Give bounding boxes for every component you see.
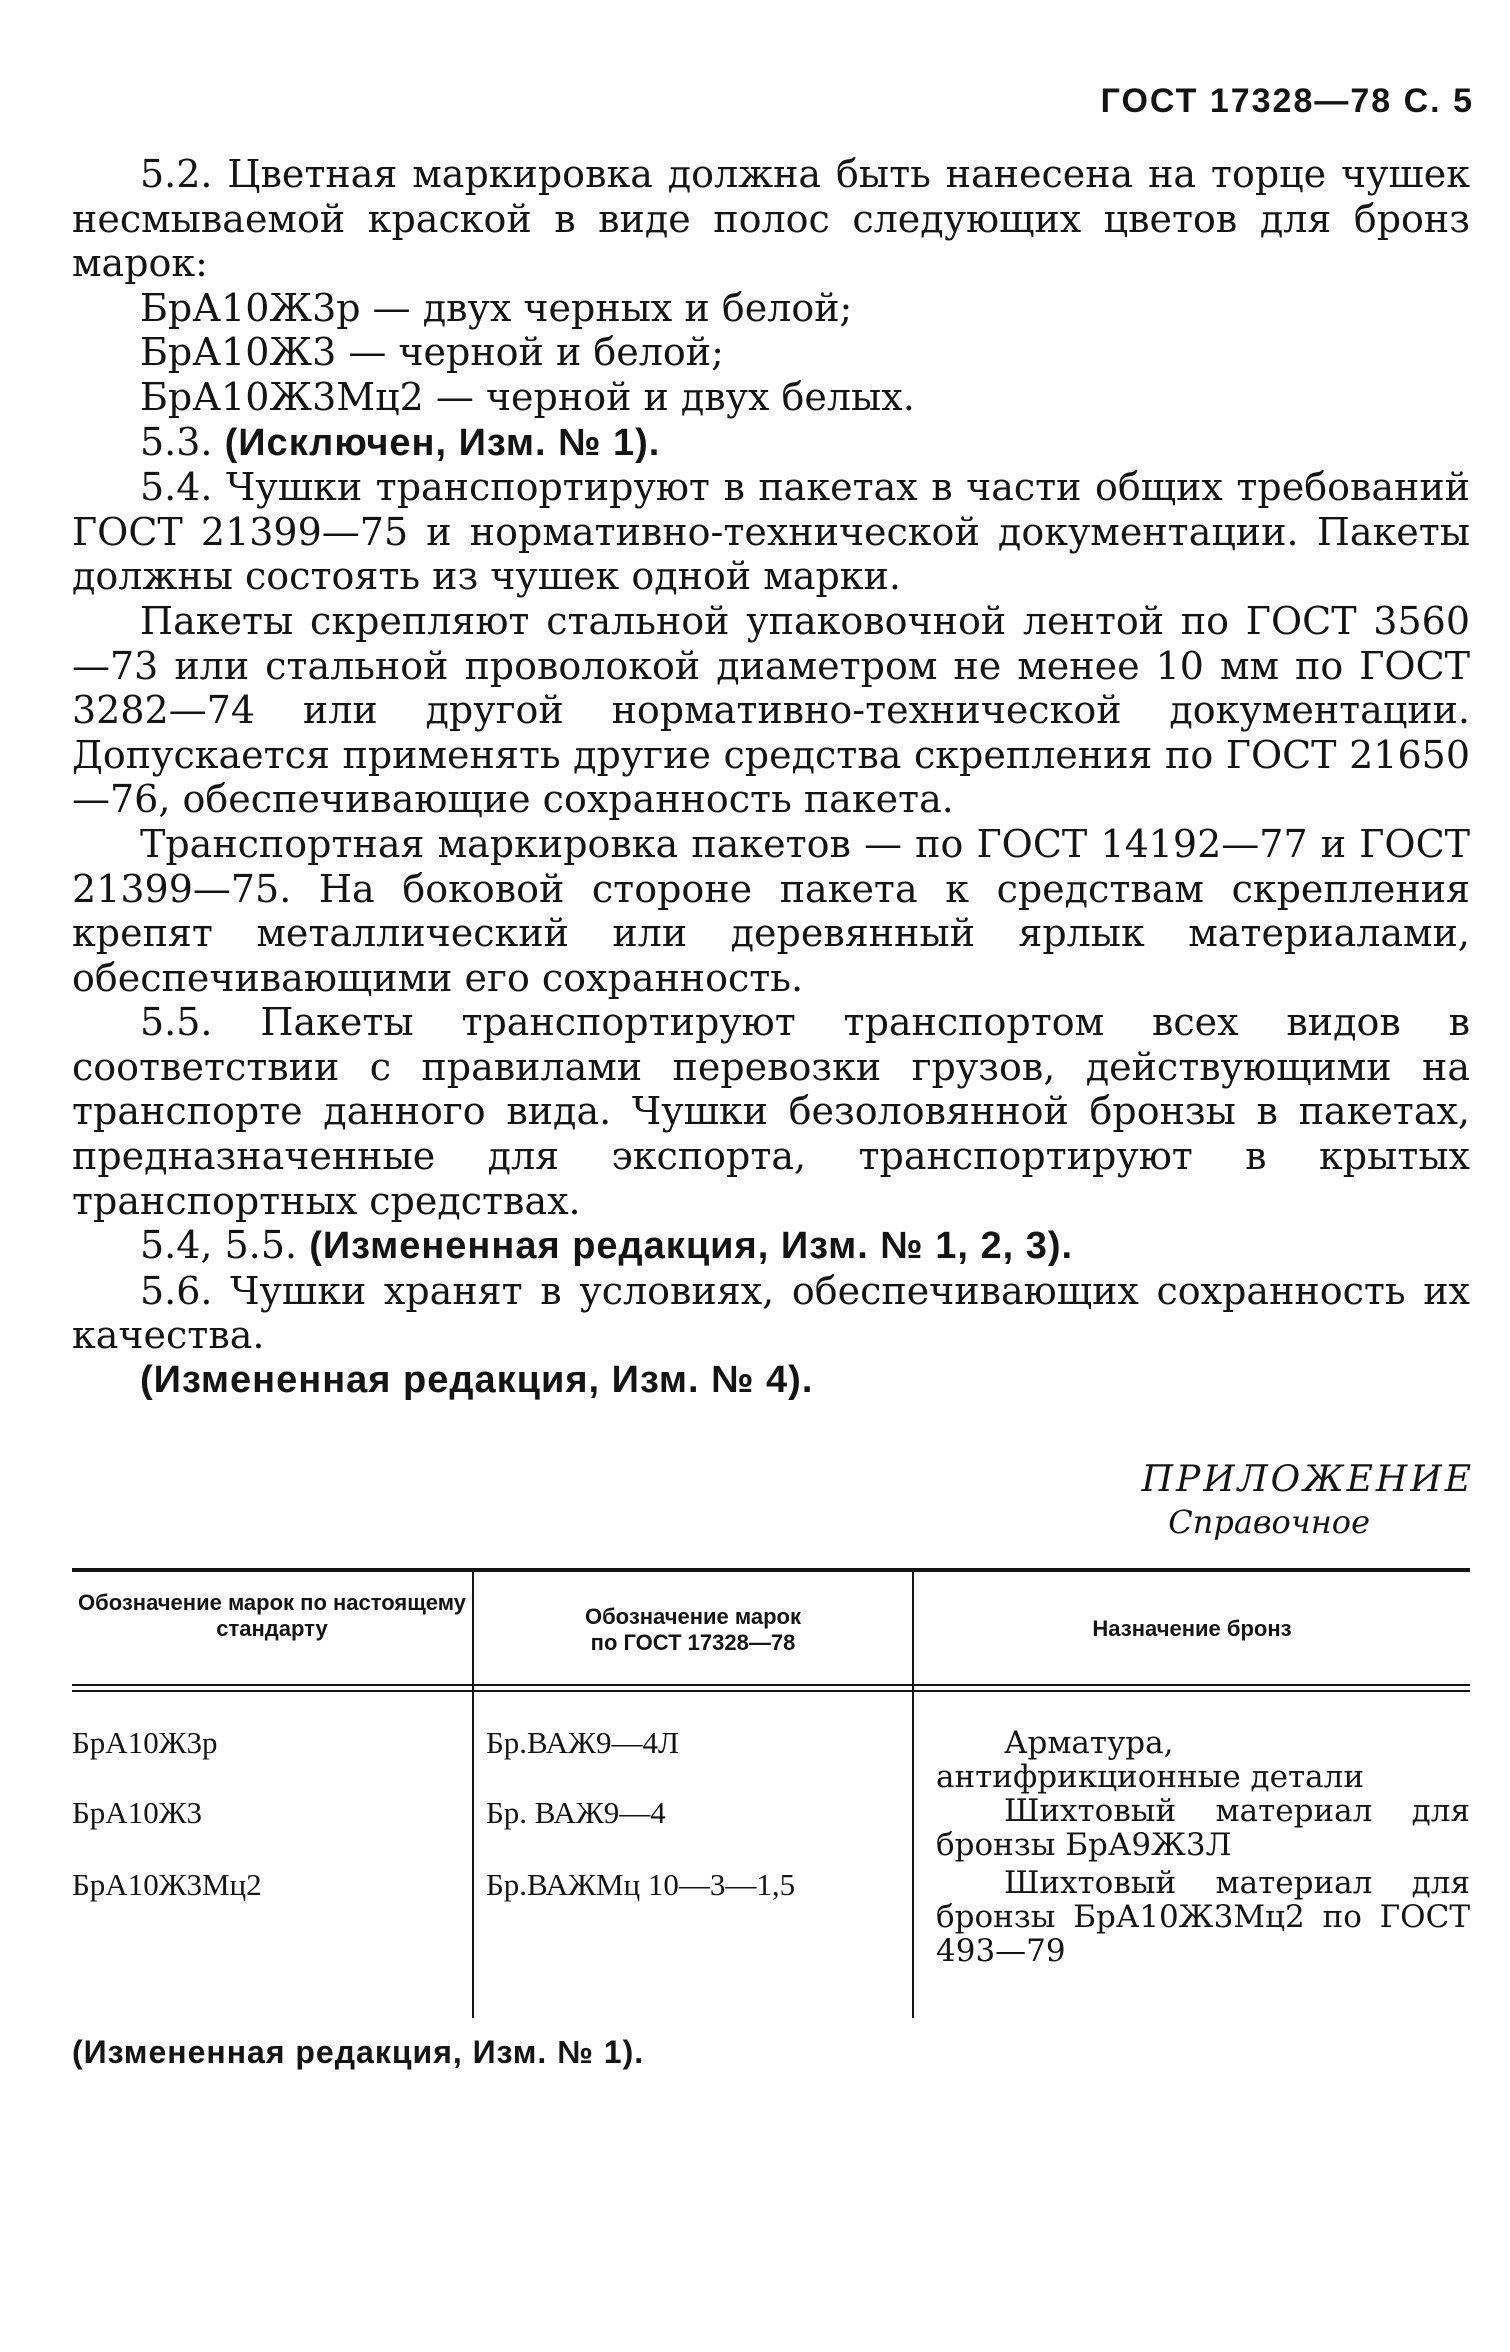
paragraph-5-2: 5.2. Цветная маркировка должна быть нанесена на торце чушек несмываемой краской в виде полос следующих цветов для бронз марок: [72, 152, 1470, 286]
column-header-old-mark: Обозначение марок по ГОСТ 17328—78 [584, 1604, 802, 1655]
clause-number: 5.4, 5.5. [140, 1223, 310, 1268]
table-cell-mark: БрА10Ж3Мц2 [72, 1867, 262, 1902]
amendment-note: (Исключен, Изм. № 1). [224, 421, 661, 464]
header-rule [72, 1690, 1470, 1692]
paragraph-5-4: 5.4. Чушки транспортируют в пакетах в части общих требований ГОСТ 21399—75 и нормативно-технической документации. Пакеты должны состоять из чушек одной марки. [72, 465, 1470, 599]
table-cell-purpose: Шихтовый материал для бронзы БрА10Ж3Мц2 по ГОСТ 493—79 [936, 1865, 1470, 1969]
amendment-note: (Измененная редакция, Изм. № 1, 2, 3). [309, 1225, 1074, 1268]
table-cell-old-mark: Бр.ВАЖ9—4Л [486, 1725, 679, 1760]
paragraph-5-4-marking: Транспортная маркировка пакетов — по ГОСТ 14192—77 и ГОСТ 21399—75. На боковой стороне пакета к средствам скрепления крепят металлический или деревянный ярлык материалами, обеспечивающими его сохранность. [72, 821, 1470, 1000]
running-header: ГОСТ 17328—78 С. 5 [1100, 82, 1474, 120]
header-rule [72, 1684, 1470, 1686]
table-cell-purpose: Шихтовый материал для бронзы БрА9Ж3Л [936, 1793, 1470, 1863]
table-cell-mark: БрА10Ж3 [72, 1795, 202, 1830]
color-list-item: БрА10Ж3р — двух черных и белой; [140, 285, 853, 330]
color-list-item: БрА10Ж3 — черной и белой; [140, 330, 724, 375]
amendment-note: (Измененная редакция, Изм. № 4). [140, 1359, 814, 1402]
appendix-heading [874, 1458, 1474, 1542]
column-header-purpose: Назначение бронз [1092, 1616, 1292, 1641]
paragraph-5-4-5-5-note [72, 1223, 1470, 1269]
appendix-title: ПРИЛОЖЕНИЕ [1141, 1459, 1474, 1500]
table-top-rule [72, 1568, 1470, 1572]
appendix-subtitle: Справочное [1168, 1503, 1370, 1541]
paragraph-5-3 [72, 420, 1470, 466]
paragraph-5-4-packing: Пакеты скрепляют стальной упаковочной лентой по ГОСТ 3560—73 или стальной проволокой диаметром не менее 10 мм по ГОСТ 3282—74 или другой нормативно-технической документации. Допускается применять другие средства скрепления по ГОСТ 21650—76, обеспечивающие сохранность пакета. [72, 598, 1470, 822]
table-cell-purpose: Арматура, антифрикционные детали [936, 1725, 1364, 1795]
paragraph-5-5: 5.5. Пакеты транспортируют транспортом всех видов в соответствии с правилами перевозки грузов, действующими на транспорте данного вида. Чушки безоловянной бронзы в пакетах, предназначенные для экспорта, транспортируют в крытых транспортных средствах. [72, 1000, 1470, 1223]
table-cell-old-mark: Бр. ВАЖ9—4 [486, 1795, 666, 1830]
table-cell-mark: БрА10Ж3р [72, 1725, 218, 1760]
color-list-item: БрА10Ж3Мц2 — черной и двух белых. [140, 374, 915, 419]
table-amendment-note: (Измененная редакция, Изм. № 1). [72, 2034, 645, 2070]
bronze-grades-table [72, 1568, 1470, 2018]
clause-number: 5.3. [140, 419, 225, 464]
table-cell-old-mark: Бр.ВАЖМц 10—3—1,5 [486, 1867, 796, 1902]
column-header-mark: Обозначение марок по настоящему стандарту [78, 1590, 466, 1641]
body-text [72, 152, 1470, 1403]
paragraph-5-6: 5.6. Чушки хранят в условиях, обеспечивающих сохранность их качества. [72, 1268, 1470, 1358]
